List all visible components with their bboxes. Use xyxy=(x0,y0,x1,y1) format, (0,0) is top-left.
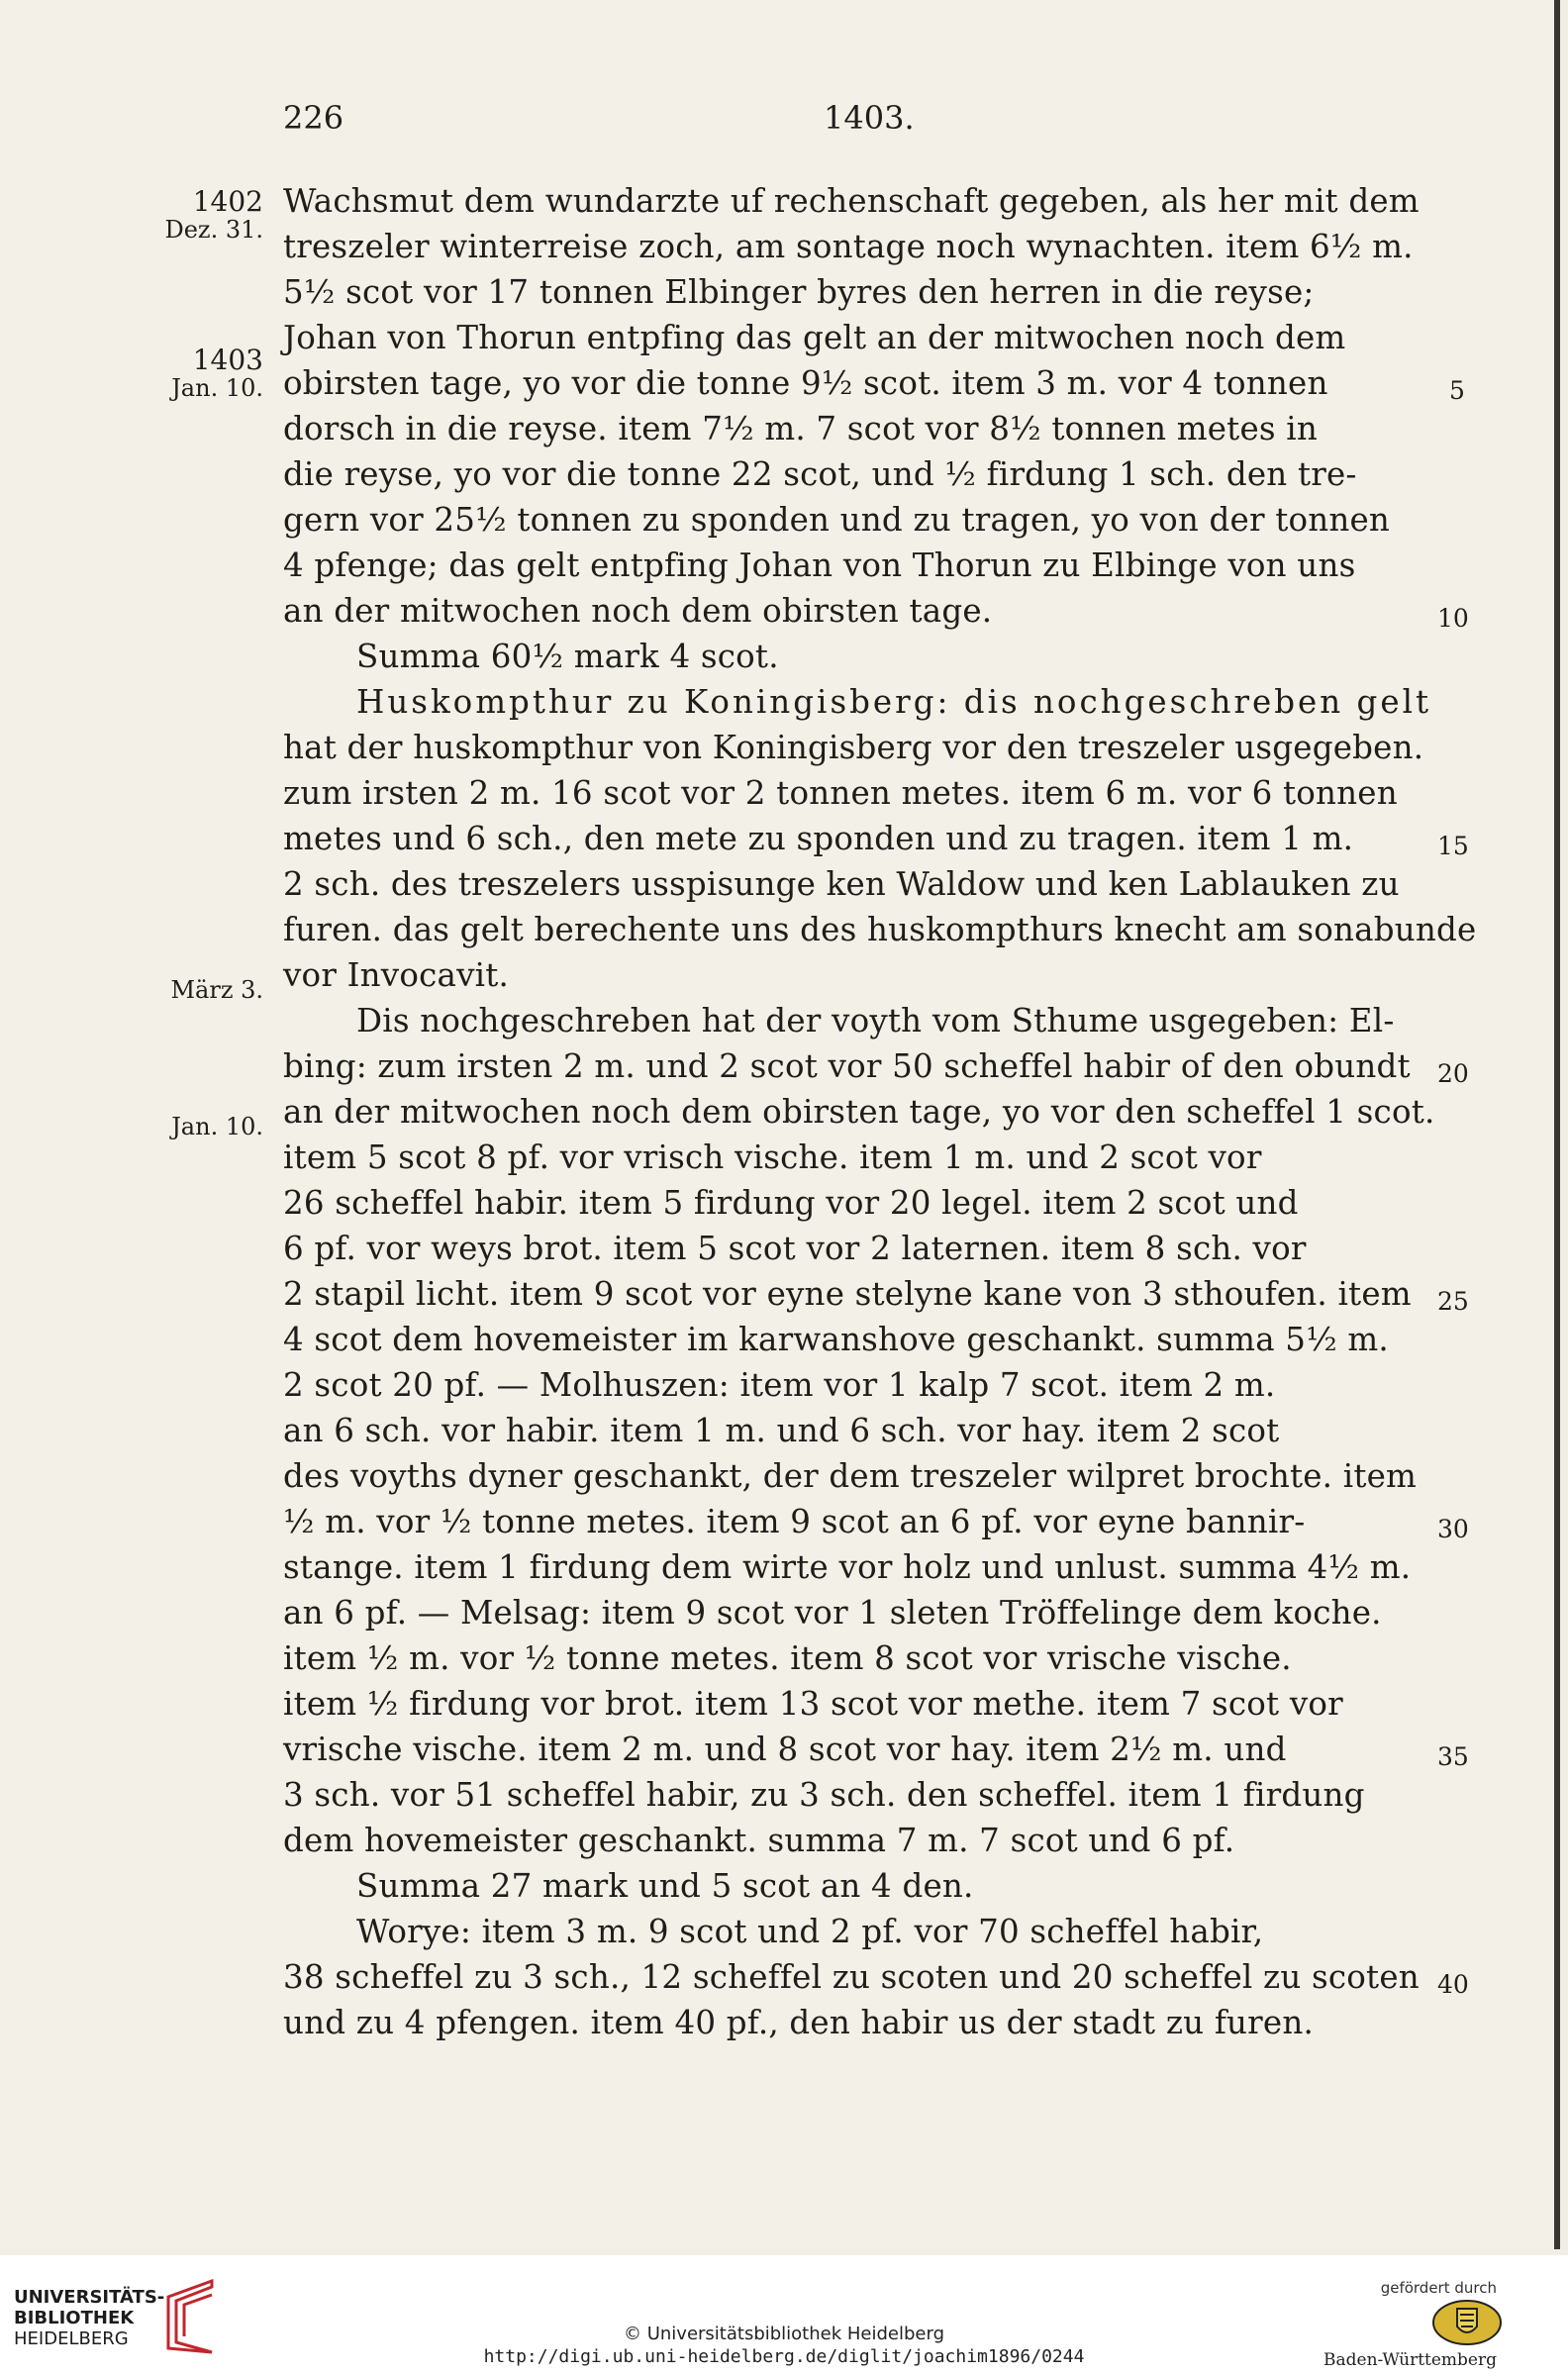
line-number: 25 xyxy=(1437,1287,1469,1316)
text-line: an 6 pf. — Melsag: item 9 scot vor 1 sleten Tröffelinge dem koche. xyxy=(283,1594,1382,1632)
summary-line: Summa 60½ mark 4 scot. xyxy=(356,638,779,675)
text-line: an der mitwochen noch dem obirsten tage. xyxy=(283,592,993,630)
line-number: 35 xyxy=(1437,1742,1469,1771)
text-line: treszeler winterreise zoch, am sontage noch wynachten. item 6½ m. xyxy=(283,228,1414,265)
text-line: gern vor 25½ tonnen zu sponden und zu tragen, yo von der tonnen xyxy=(283,501,1391,539)
line-number: 20 xyxy=(1437,1059,1469,1088)
margin-day: März 3. xyxy=(170,976,263,1004)
text-line: furen. das gelt berechente uns des huskompthurs knecht am sonabunde xyxy=(283,911,1477,948)
running-title: 1403. xyxy=(824,99,915,137)
text-line: an der mitwochen noch dem obirsten tage, yo vor den scheffel 1 scot. xyxy=(283,1093,1435,1131)
text-line: 2 sch. des treszelers usspisunge ken Waldow und ken Lablauken zu xyxy=(283,865,1400,903)
text-line: 2 scot 20 pf. — Molhuszen: item vor 1 kalp 7 scot. item 2 m. xyxy=(283,1366,1276,1404)
margin-day: Jan. 10. xyxy=(171,1113,263,1140)
sponsor-label: gefördert durch xyxy=(1380,2279,1497,2297)
text-line: zum irsten 2 m. 16 scot vor 2 tonnen metes. item 6 m. vor 6 tonnen xyxy=(283,774,1398,812)
margin-year: 1402 xyxy=(192,185,263,218)
page-number: 226 xyxy=(283,99,344,137)
text-line: vor Invocavit. xyxy=(283,956,510,994)
text-line: obirsten tage, yo vor die tonne 9½ scot. item 3 m. vor 4 tonnen xyxy=(283,364,1328,402)
text-line: 26 scheffel habir. item 5 firdung vor 20 legel. item 2 scot und xyxy=(283,1184,1299,1222)
text-line: Wachsmut dem wundarzte uf rechenschaft gegeben, als her mit dem xyxy=(283,182,1420,220)
line-number: 30 xyxy=(1437,1515,1469,1543)
margin-date-maerz xyxy=(135,976,263,1004)
text-line: und zu 4 pfengen. item 40 pf., den habir us der stadt zu furen. xyxy=(283,2004,1315,2041)
text-line: 4 scot dem hovemeister im karwanshove geschankt. summa 5½ m. xyxy=(283,1321,1389,1358)
text-line: ½ m. vor ½ tonne metes. item 9 scot an 6 pf. vor eyne bannir- xyxy=(283,1503,1306,1540)
text-line: bing: zum irsten 2 m. und 2 scot vor 50 scheffel habir of den obundt xyxy=(283,1047,1411,1085)
text-line: 5½ scot vor 17 tonnen Elbinger byres den herren in die reyse; xyxy=(283,273,1315,311)
margin-year: 1403 xyxy=(192,344,263,376)
line-number: 40 xyxy=(1437,1970,1469,1999)
sponsor-name: Baden-Württemberg xyxy=(1323,2350,1497,2370)
text-line: des voyths dyner geschankt, der dem treszeler wilpret brochte. item xyxy=(283,1457,1418,1495)
library-line: HEIDELBERG xyxy=(14,2328,129,2349)
margin-date-1402 xyxy=(135,185,263,244)
text-line: stange. item 1 firdung dem wirte vor holz und unlust. summa 4½ m. xyxy=(283,1548,1412,1586)
text-line: Johan von Thorun entpfing das gelt an der mitwochen noch dem xyxy=(283,319,1346,356)
text-line: metes und 6 sch., den mete zu sponden und zu tragen. item 1 m. xyxy=(283,820,1354,857)
text-line: dem hovemeister geschankt. summa 7 m. 7 scot und 6 pf. xyxy=(283,1822,1235,1859)
library-mark-icon xyxy=(160,2277,222,2356)
text-line: 6 pf. vor weys brot. item 5 scot vor 2 laternen. item 8 sch. vor xyxy=(283,1230,1307,1267)
section-heading-line: Worye: item 3 m. 9 scot und 2 pf. vor 70 scheffel habir, xyxy=(356,1913,1264,1950)
margin-date-jan xyxy=(135,1113,263,1140)
text-line: item ½ m. vor ½ tonne metes. item 8 scot vor vrische vische. xyxy=(283,1639,1292,1677)
text-line: item 5 scot 8 pf. vor vrisch vische. item 1 m. und 2 scot vor xyxy=(283,1138,1262,1176)
line-number: 10 xyxy=(1437,604,1469,633)
text-line: 3 sch. vor 51 scheffel habir, zu 3 sch. den scheffel. item 1 firdung xyxy=(283,1776,1365,1814)
text-line: hat der huskompthur von Koningisberg vor den treszeler usgegeben. xyxy=(283,729,1424,766)
copyright-notice: © Universitätsbibliothek Heidelberg xyxy=(623,2324,944,2344)
text-line: item ½ firdung vor brot. item 13 scot vor methe. item 7 scot vor xyxy=(283,1685,1343,1723)
text-line: dorsch in die reyse. item 7½ m. 7 scot vor 8½ tonnen metes in xyxy=(283,410,1319,447)
library-line: BIBLIOTHEK xyxy=(14,2308,135,2328)
section-heading-line: Dis nochgeschreben hat der voyth vom Sthume usgegeben: El- xyxy=(356,1002,1395,1040)
line-number: 5 xyxy=(1449,376,1465,405)
section-heading-line: Huskompthur zu Koningisberg: dis nochgeschreben gelt xyxy=(356,683,1432,721)
margin-date-1403 xyxy=(135,346,263,402)
state-crest-icon xyxy=(1431,2299,1503,2346)
line-number: 15 xyxy=(1437,832,1469,860)
text-line: 2 stapil licht. item 9 scot vor eyne stelyne kane von 3 sthoufen. item xyxy=(283,1275,1412,1313)
text-line: 38 scheffel zu 3 sch., 12 scheffel zu scoten und 20 scheffel zu scoten xyxy=(283,1958,1420,1996)
text-line: die reyse, yo vor die tonne 22 scot, und ½ firdung 1 sch. den tre- xyxy=(283,455,1357,493)
text-line: 4 pfenge; das gelt entpfing Johan von Thorun zu Elbinge von uns xyxy=(283,546,1356,584)
library-line: UNIVERSITÄTS- xyxy=(14,2287,165,2308)
margin-day: Jan. 10. xyxy=(171,374,263,402)
text-line: an 6 sch. vor habir. item 1 m. und 6 sch. vor hay. item 2 scot xyxy=(283,1412,1280,1449)
margin-day: Dez. 31. xyxy=(164,216,263,244)
source-url[interactable]: http://digi.ub.uni-heidelberg.de/diglit/joachim1896/0244 xyxy=(483,2346,1085,2367)
summary-line: Summa 27 mark und 5 scot an 4 den. xyxy=(356,1867,974,1905)
text-line: vrische vische. item 2 m. und 8 scot vor hay. item 2½ m. und xyxy=(283,1731,1287,1768)
